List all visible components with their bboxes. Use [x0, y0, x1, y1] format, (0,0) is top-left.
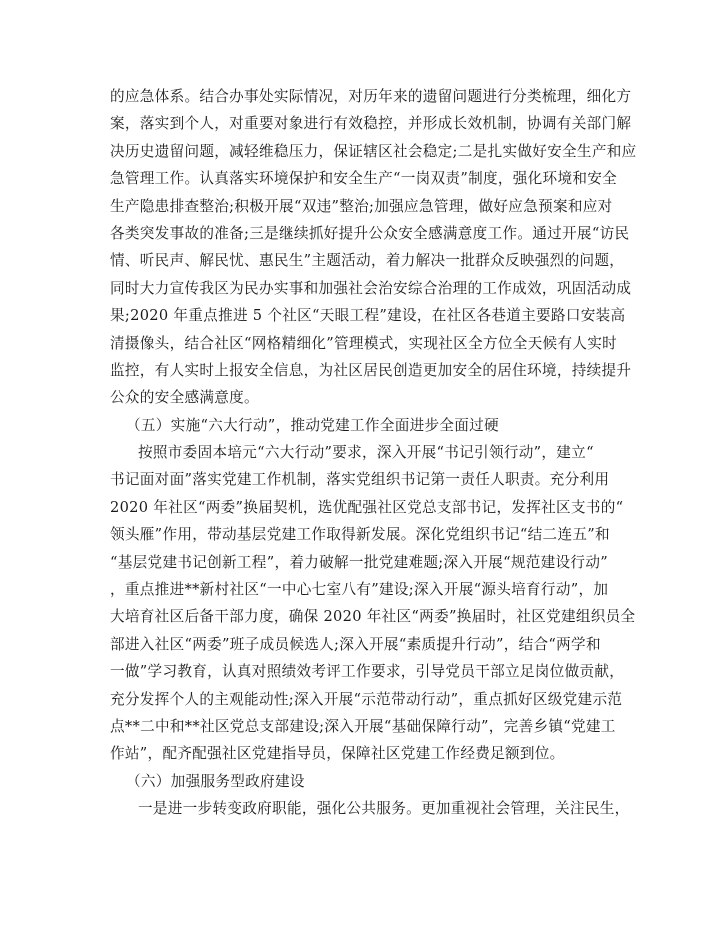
text-line: 一做”学习教育，认真对照绩效考评工作要求，引导党员干部立足岗位做贡献，: [110, 663, 625, 681]
text-line: 果;2020 年重点推进 5 个社区“天眼工程”建设，在社区各巷道主要路口安装高: [110, 307, 626, 325]
section-heading: （六）加强服务型政府建设: [126, 772, 305, 790]
text-line: 监控，有人实时上报安全信息，为社区居民创造更加安全的居住环境，持续提升: [110, 361, 632, 379]
text-line: “基层党建书记创新工程”，着力破解一批党建难题;深入开展“规范建设行动”: [110, 553, 608, 571]
section-heading: （五）实施“六大行动”，推动党建工作全面进步全面过硬: [126, 416, 499, 434]
text-line: 书记面对面”落实党建工作机制，落实党组织书记第一责任人职责。充分利用: [110, 471, 610, 489]
text-line: 同时大力宣传我区为民办实事和加强社会治安综合治理的工作成效，巩固活动成: [110, 279, 632, 297]
text-line: 生产隐患排查整治;积极开展“双违”整治;加强应急管理，做好应急预案和应对: [110, 197, 613, 215]
text-line: 情、听民声、解民忧、惠民生”主题活动，着力解决一批群众反映强烈的问题，: [110, 252, 625, 270]
text-line: 充分发挥个人的主观能动性;深入开展“示范带动行动”，重点抓好区级党建示范: [110, 690, 623, 708]
text-line: 领头雁”作用，带动基层党建工作取得新发展。深化党组织书记“结二连五”和: [110, 526, 610, 544]
text-line: 大培育社区后备干部力度，确保 2020 年社区“两委”换届时，社区党建组织员全: [110, 608, 636, 626]
text-line: 清摄像头，结合社区“网格精细化”管理模式，实现社区全方位全天候有人实时: [110, 334, 618, 352]
text-line: 2020 年社区“两委”换届契机，选优配强社区党总支部书记，发挥社区支书的“: [110, 498, 624, 516]
text-line: 一是进一步转变政府职能，强化公共服务。更加重视社会管理，关注民生，: [138, 800, 630, 818]
text-line: 案，落实到个人，对重要对象进行有效稳控，并形成长效机制，协调有关部门解: [110, 115, 632, 133]
text-line: 急管理工作。认真落实环境保护和安全生产“一岗双责”制度，强化环境和安全: [110, 170, 618, 188]
text-line: 公众的安全感满意度。: [110, 389, 259, 407]
text-line: 点**二中和**社区党总支部建设;深入开展“基础保障行动”，完善乡镇“党建工: [110, 717, 616, 735]
text-line: 的应急体系。结合办事处实际情况，对历年来的遗留问题进行分类梳理，细化方: [110, 88, 632, 105]
text-line: 部进入社区“两委”班子成员候选人;深入开展“素质提升行动”，结合“两学和: [110, 635, 601, 653]
document-body: [110, 83, 637, 823]
text-line: ，重点推进**新村社区“一中心七室八有”建设;深入开展“源头培育行动”，加: [110, 581, 609, 599]
text-line: 作站”，配齐配强社区党建指导员，保障社区党建工作经费足额到位。: [110, 745, 565, 763]
text-line: 决历史遗留问题，减轻维稳压力，保证辖区社会稳定;二是扎实做好安全生产和应: [110, 142, 637, 160]
text-line: 按照市委固本培元“六大行动”要求，深入开展“书记引领行动”，建立“: [138, 444, 594, 462]
text-line: 各类突发事故的准备;三是继续抓好提升公众安全感满意度工作。通过开展“访民: [110, 224, 630, 242]
